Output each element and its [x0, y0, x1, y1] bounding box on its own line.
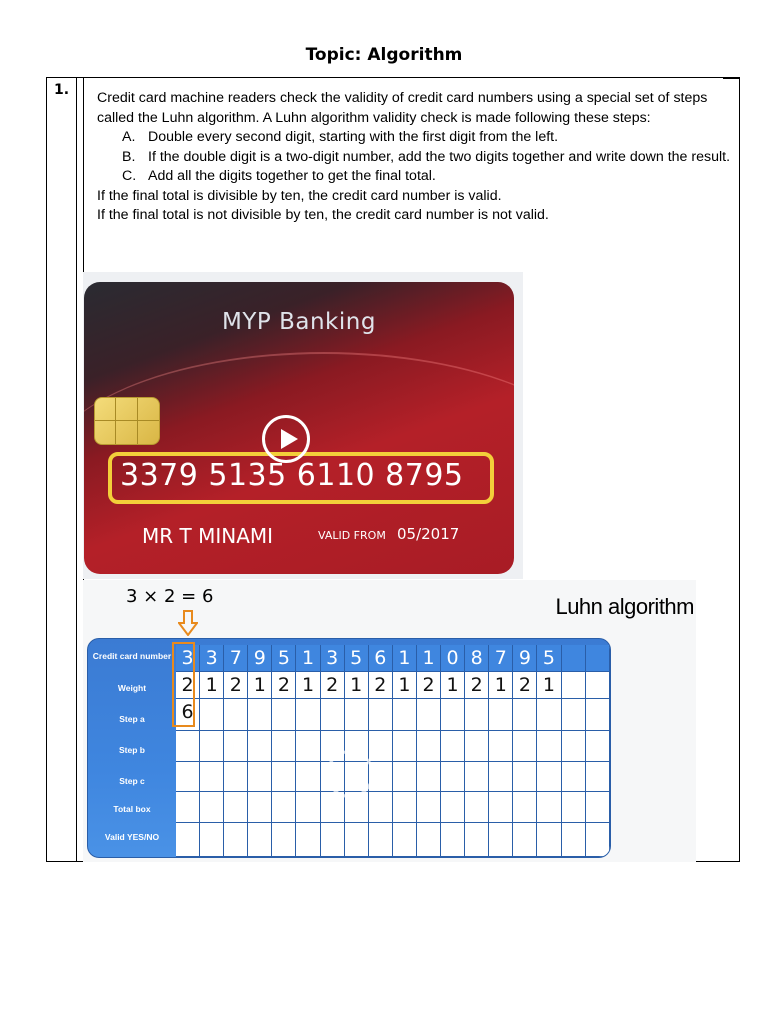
total-cell: [248, 792, 272, 823]
weight-cell: 1: [200, 672, 224, 699]
valid-cell: [441, 823, 465, 857]
total-cell: [537, 792, 561, 823]
step-b-cell: [537, 731, 561, 762]
valid-cell: [586, 823, 610, 857]
luhn-grid: [87, 638, 611, 858]
grid-row: [176, 645, 610, 672]
step-b-cell: [248, 731, 272, 762]
total-cell: [562, 792, 586, 823]
step-b-cell: [465, 731, 489, 762]
step-a-cell: [321, 699, 345, 731]
card-holder: MR T MINAMI: [142, 524, 274, 548]
credit-card: [84, 282, 514, 574]
step-b-cell: [176, 731, 200, 762]
weight-cell: [562, 672, 586, 699]
valid-cell: [272, 823, 296, 857]
valid-cell: [321, 823, 345, 857]
equation: 3 × 2 = 6: [126, 586, 214, 607]
step-c-cell: [248, 762, 272, 792]
step-a-cell: [272, 699, 296, 731]
grid-row: [176, 762, 610, 792]
valid-cell: [369, 823, 393, 857]
steps-list: [97, 128, 732, 187]
rule-valid: If the final total is divisible by ten, the credit card number is valid.: [97, 187, 502, 204]
row-label: Step b: [119, 745, 145, 755]
digit-cell: 9: [513, 645, 537, 672]
step-a-cell: [417, 699, 441, 731]
weight-cell: 2: [272, 672, 296, 699]
step-b-cell: [562, 731, 586, 762]
page-title: Topic: Algorithm: [305, 45, 463, 65]
step-a-cell: [200, 699, 224, 731]
step-c-cell: [537, 762, 561, 792]
row-labels: [88, 639, 176, 857]
step-a-cell: [441, 699, 465, 731]
valid-cell: [562, 823, 586, 857]
valid-cell: [537, 823, 561, 857]
row-label: Credit card number: [92, 651, 172, 661]
digit-cell: 5: [345, 645, 369, 672]
total-cell: [321, 792, 345, 823]
digit-cell: 7: [224, 645, 248, 672]
grid-row: [176, 672, 610, 699]
step-a-cell: [296, 699, 320, 731]
down-arrow-icon: [178, 610, 198, 636]
total-cell: [176, 792, 200, 823]
digit-cell: 3: [200, 645, 224, 672]
weight-cell: 1: [441, 672, 465, 699]
digit-cell: 0: [441, 645, 465, 672]
row-label: Valid YES/NO: [104, 832, 160, 842]
step-text: Add all the digits together to get the final total.: [148, 168, 436, 184]
step-a-cell: [562, 699, 586, 731]
weight-cell: 1: [537, 672, 561, 699]
step-a-cell: 6: [176, 699, 200, 731]
weight-cell: 2: [513, 672, 537, 699]
step-c-cell: [176, 762, 200, 792]
first-column-highlight: [172, 642, 195, 727]
step-c-cell: [489, 762, 513, 792]
question-number: 1.: [54, 82, 70, 98]
digit-cell: 3: [321, 645, 345, 672]
weight-cell: 2: [465, 672, 489, 699]
step-a-cell: [465, 699, 489, 731]
weight-cell: 1: [489, 672, 513, 699]
valid-cell: [393, 823, 417, 857]
step-b-cell: [224, 731, 248, 762]
step-b-cell: [200, 731, 224, 762]
digit-cell: 8: [465, 645, 489, 672]
step-letter: A.: [122, 129, 136, 145]
step-item: [97, 167, 732, 187]
weight-cell: 1: [248, 672, 272, 699]
step-a-cell: [513, 699, 537, 731]
step-c-cell: [562, 762, 586, 792]
total-cell: [369, 792, 393, 823]
total-cell: [513, 792, 537, 823]
total-cell: [200, 792, 224, 823]
grid-row: [176, 823, 610, 857]
bank-name: MYP Banking: [222, 309, 376, 335]
step-c-cell: [272, 762, 296, 792]
valid-cell: [513, 823, 537, 857]
valid-cell: [465, 823, 489, 857]
grid-row: [176, 731, 610, 762]
step-c-cell: [586, 762, 610, 792]
digit-cell: 6: [369, 645, 393, 672]
row-label: Step a: [119, 714, 145, 724]
digit-cell: 7: [489, 645, 513, 672]
digit-cell: [586, 645, 610, 672]
digit-cell: 5: [537, 645, 561, 672]
total-cell: [272, 792, 296, 823]
step-c-cell: [465, 762, 489, 792]
step-c-cell: [224, 762, 248, 792]
digit-cell: 1: [393, 645, 417, 672]
step-c-cell: [393, 762, 417, 792]
step-a-cell: [224, 699, 248, 731]
total-cell: [441, 792, 465, 823]
play-icon[interactable]: [262, 415, 310, 463]
step-a-cell: [537, 699, 561, 731]
step-a-cell: [393, 699, 417, 731]
weight-cell: [586, 672, 610, 699]
step-a-cell: [369, 699, 393, 731]
valid-from-date: 05/2017: [397, 525, 460, 543]
valid-from-label: VALID FROM: [318, 529, 386, 542]
step-c-cell: [417, 762, 441, 792]
weight-cell: 2: [417, 672, 441, 699]
valid-cell: [248, 823, 272, 857]
row-label: Total box: [113, 804, 151, 814]
digit-cell: 5: [272, 645, 296, 672]
step-c-cell: [200, 762, 224, 792]
grid-row: [176, 792, 610, 823]
weight-cell: 2: [176, 672, 200, 699]
weight-cell: 1: [296, 672, 320, 699]
step-text: Double every second digit, starting with the first digit from the left.: [148, 129, 559, 145]
digit-cell: 3: [176, 645, 200, 672]
step-b-cell: [513, 731, 537, 762]
row-label: Weight: [117, 683, 147, 693]
valid-cell: [224, 823, 248, 857]
luhn-heading: Luhn algorithm: [555, 594, 694, 619]
inner-top-line: [723, 78, 739, 79]
total-cell: [465, 792, 489, 823]
step-b-cell: [393, 731, 417, 762]
digit-cell: [562, 645, 586, 672]
step-letter: B.: [122, 148, 136, 165]
card-number: 3379 5135 6110 8795: [120, 458, 464, 493]
weight-cell: 2: [369, 672, 393, 699]
step-b-cell: [417, 731, 441, 762]
valid-cell: [176, 823, 200, 857]
step-b-cell: [369, 731, 393, 762]
chip-icon: [94, 397, 160, 445]
valid-cell: [345, 823, 369, 857]
step-letter: C.: [122, 168, 137, 184]
rule-invalid: If the final total is not divisible by ten, the credit card number is not valid.: [97, 207, 549, 223]
card-number-highlight: [108, 452, 494, 504]
step-a-cell: [489, 699, 513, 731]
step-item: [97, 128, 732, 148]
total-cell: [224, 792, 248, 823]
valid-cell: [489, 823, 513, 857]
step-b-cell: [586, 731, 610, 762]
step-text: If the double digit is a two-digit number, add the two digits together and write down the result.: [148, 148, 731, 165]
weight-cell: 1: [393, 672, 417, 699]
question-text: [97, 89, 732, 226]
grid-row: [176, 699, 610, 731]
step-c-cell: [513, 762, 537, 792]
grid-cells: [176, 645, 610, 857]
step-c-cell: [296, 762, 320, 792]
credit-card-photo: [83, 272, 523, 579]
step-b-cell: [441, 731, 465, 762]
total-cell: [296, 792, 320, 823]
step-b-cell: [489, 731, 513, 762]
digit-cell: 1: [417, 645, 441, 672]
digit-cell: 1: [296, 645, 320, 672]
step-b-cell: [272, 731, 296, 762]
valid-cell: [417, 823, 441, 857]
total-cell: [393, 792, 417, 823]
step-a-cell: [345, 699, 369, 731]
step-a-cell: [586, 699, 610, 731]
step-a-cell: [248, 699, 272, 731]
play-icon[interactable]: [326, 750, 374, 798]
step-item: [97, 148, 732, 168]
weight-cell: 2: [224, 672, 248, 699]
intro-paragraph: Credit card machine readers check the validity of credit card numbers using a special set of steps called the Luhn algorithm. A Luhn algorithm validity check is made following these steps:: [97, 90, 708, 126]
step-c-cell: [441, 762, 465, 792]
weight-cell: 1: [345, 672, 369, 699]
valid-cell: [200, 823, 224, 857]
question-number-column: [47, 78, 77, 861]
total-cell: [586, 792, 610, 823]
total-cell: [417, 792, 441, 823]
digit-cell: 9: [248, 645, 272, 672]
row-label: Step c: [119, 776, 145, 786]
valid-cell: [296, 823, 320, 857]
step-b-cell: [296, 731, 320, 762]
luhn-slide: [83, 580, 696, 862]
total-cell: [489, 792, 513, 823]
weight-cell: 2: [321, 672, 345, 699]
